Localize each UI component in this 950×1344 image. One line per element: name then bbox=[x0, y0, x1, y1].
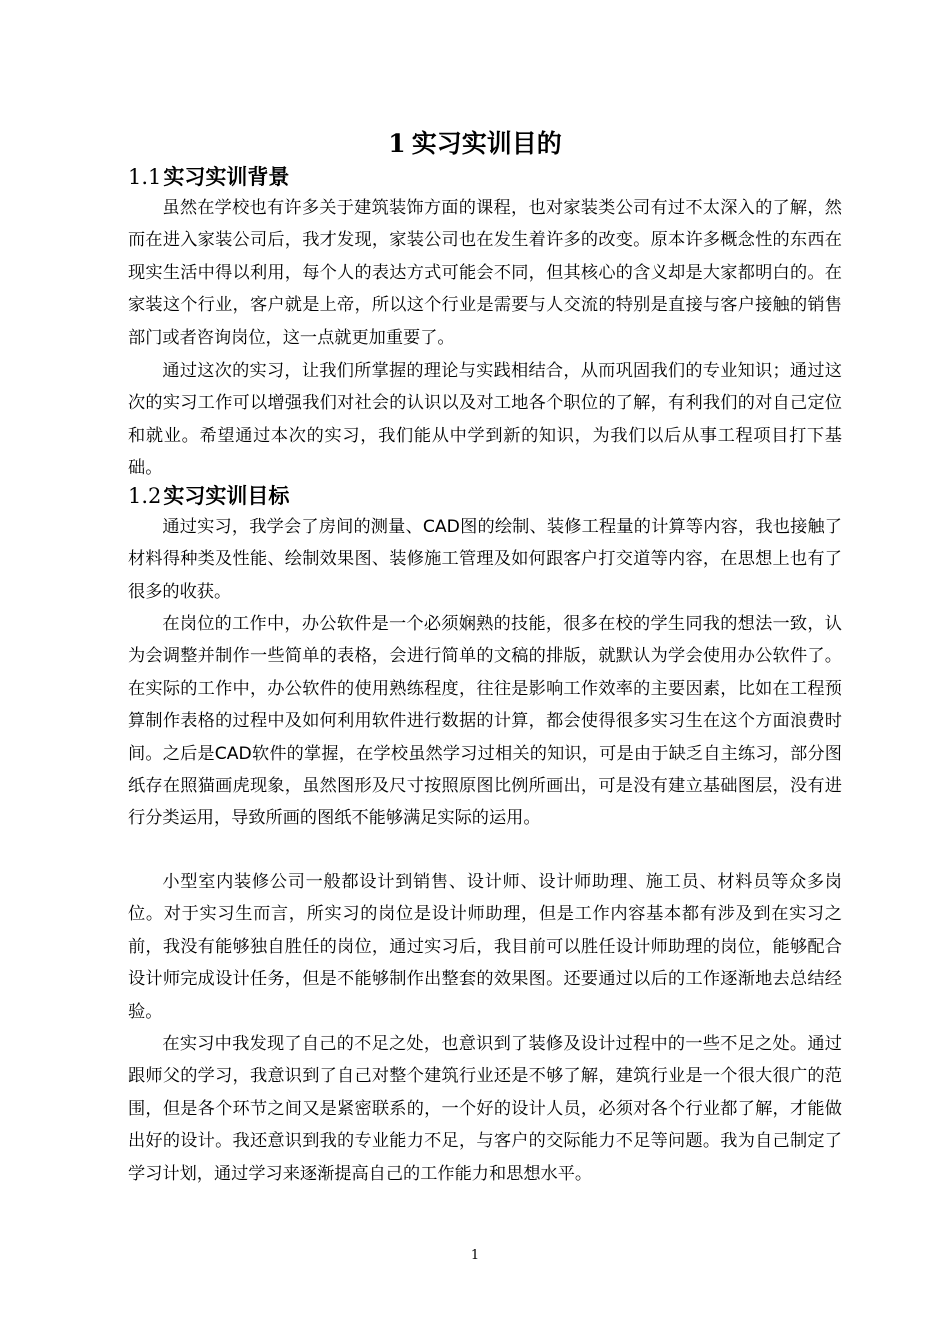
chapter-title-text: 实习实训目的 bbox=[411, 129, 562, 158]
chapter-number: 1 bbox=[388, 129, 406, 158]
paragraph: 在实习中我发现了自己的不足之处，也意识到了装修及设计过程中的一些不足之处。通过跟师父的学习，我意识到了自己对整个建筑行业还是不够了解，建筑行业是一个很大很广的范围，但是各个环节之间又是紧密联系的，一个好的设计人员，必须对各个行业都了解，才能做出好的设计。我还意识到我的专业能力不足，与客户的交际能力不足等问题。我为自己制定了学习计划，通过学习来逐渐提高自己的工作能力和思想水平。 bbox=[128, 1034, 842, 1184]
section-number: 1.1 bbox=[128, 165, 162, 189]
section-heading-1-1 bbox=[128, 161, 289, 193]
section-title: 实习实训背景 bbox=[163, 165, 290, 189]
section-heading-1-2 bbox=[128, 480, 289, 512]
paragraph: 通过这次的实习，让我们所掌握的理论与实践相结合，从而巩固我们的专业知识；通过这次的实习工作可以增强我们对社会的认识以及对工地各个职位的了解，有利我们的对自己定位和就业。希望通过本次的实习，我们能从中学到新的知识，为我们以后从事工程项目打下基础。 bbox=[128, 361, 842, 479]
paragraph: 虽然在学校也有许多关于建筑装饰方面的课程，也对家装类公司有过不太深入的了解，然而在进入家装公司后，我才发现，家装公司也在发生着许多的改变。原本许多概念性的东西在现实生活中得以利用，每个人的表达方式可能会不同，但其核心的含义却是大家都明白的。在家装这个行业，客户就是上帝，所以这个行业是需要与人交流的特别是直接与客户接触的销售部门或者咨询岗位，这一点就更加重要了。 bbox=[128, 198, 842, 348]
paragraph: 通过实习，我学会了房间的测量、CAD图的绘制、装修工程量的计算等内容，我也接触了材料得种类及性能、绘制效果图、装修施工管理及如何跟客户打交道等内容，在思想上也有了很多的收获。 bbox=[128, 517, 842, 602]
paragraph: 在岗位的工作中，办公软件是一个必须娴熟的技能，很多在校的学生同我的想法一致，认为会调整并制作一些简单的表格，会进行简单的文稿的排版，就默认为学会使用办公软件了。在实际的工作中，办公软件的使用熟练程度，往往是影响工作效率的主要因素，比如在工程预算制作表格的过程中及如何利用软件进行数据的计算，都会使得很多实习生在这个方面浪费时间。之后是CAD软件的掌握，在学校虽然学习过相关的知识，可是由于缺乏自主练习，部分图纸存在照猫画虎现象，虽然图形及尺寸按照原图比例所画出，可是没有建立基础图层，没有进行分类运用，导致所画的图纸不能够满足实际的运用。 bbox=[128, 614, 842, 829]
section-title: 实习实训目标 bbox=[163, 484, 290, 508]
page-number: 1 bbox=[470, 1248, 480, 1263]
paragraph: 小型室内装修公司一般都设计到销售、设计师、设计师助理、施工员、材料员等众多岗位。对于实习生而言，所实习的岗位是设计师助理，但是工作内容基本都有涉及到在实习之前，我没有能够独自胜任的岗位，通过实习后，我目前可以胜任设计师助理的岗位，能够配合设计师完成设计任务，但是不能够制作出整套的效果图。还要通过以后的工作逐渐地去总结经验。 bbox=[128, 872, 842, 1022]
section-number: 1.2 bbox=[128, 484, 162, 508]
chapter-title bbox=[0, 124, 950, 164]
